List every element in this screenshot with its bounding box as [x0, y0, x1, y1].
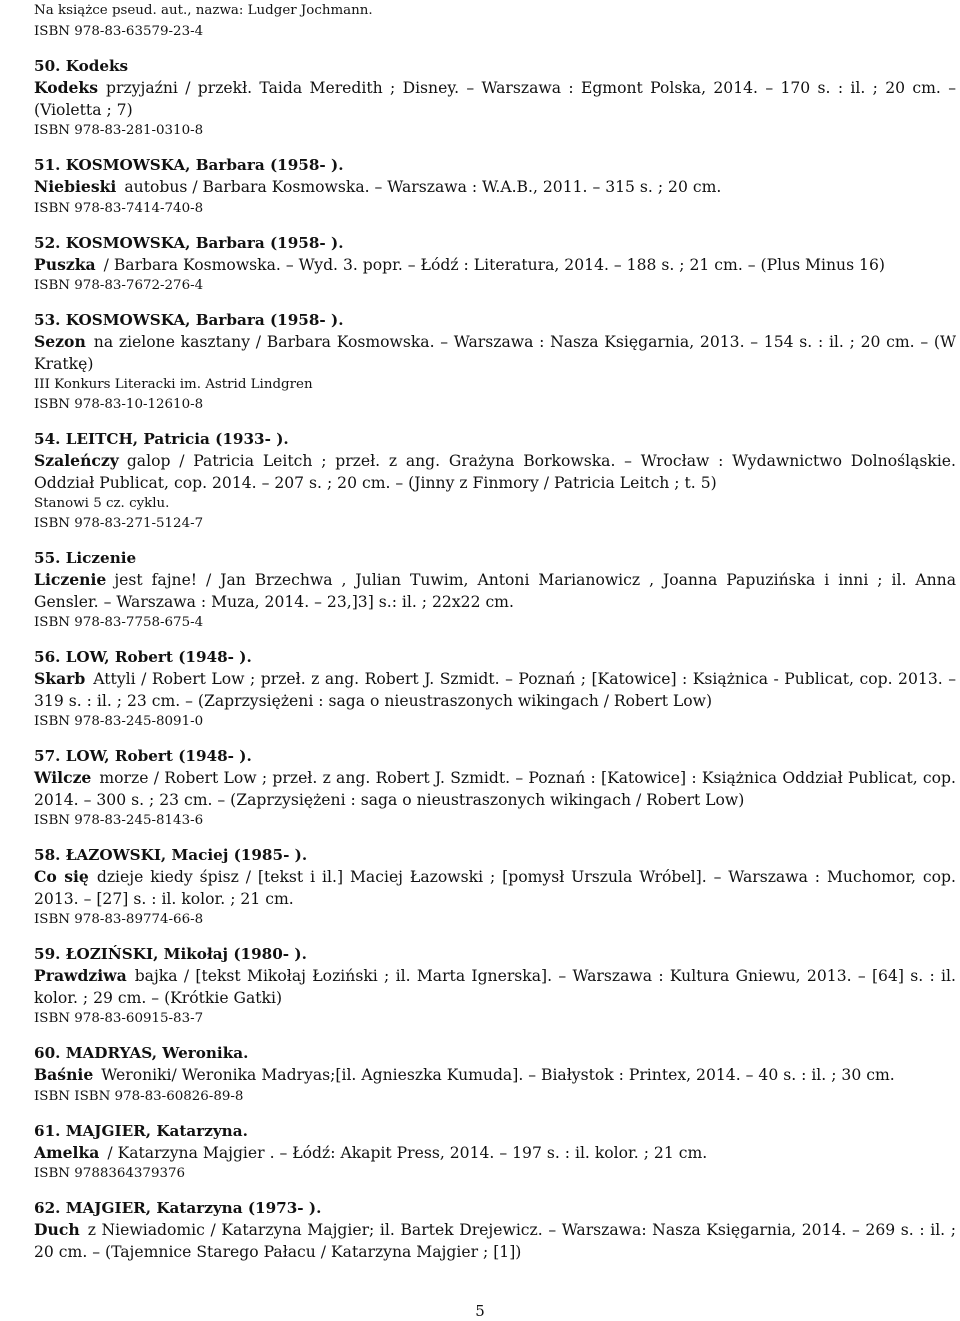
entry-description: [34, 77, 956, 121]
note-line: Stanowi 5 cz. cyklu.: [34, 496, 170, 511]
entry-text: Weroniki/ Weronika Madryas;[il. Agnieszka Kumuda]. – Białystok : Printex, 2014. – 40 s. : il. ; 30 cm.: [101, 1066, 895, 1084]
entry-heading: 55. Liczenie: [34, 549, 137, 567]
isbn-line: ISBN 978-83-281-0310-8: [34, 123, 204, 138]
catalog-entry: [34, 1197, 956, 1263]
entry-description: [34, 1064, 956, 1087]
entry-heading: 59. ŁOZIŃSKI, Mikołaj (1980- ).: [34, 945, 307, 963]
entry-text: na zielone kasztany / Barbara Kosmowska. – Warszawa : Nasza Księgarnia, 2013. – 154 s. : il. ; 20 cm. – (W Kratkę): [34, 333, 956, 373]
entry-heading: 50. Kodeks: [34, 57, 129, 75]
isbn-line: ISBN 978-83-63579-23-4: [34, 24, 204, 39]
entry-title-keyword: Amelka: [34, 1142, 100, 1162]
entry-description: [34, 450, 956, 494]
isbn-line: ISBN 978-83-7414-740-8: [34, 200, 204, 216]
isbn-line: ISBN ISBN 978-83-60826-89-8: [34, 1088, 244, 1104]
entry-title-keyword: Co się: [34, 867, 89, 886]
entry-heading: 62. MAJGIER, Katarzyna (1973- ).: [34, 1199, 322, 1217]
entry-text: autobus / Barbara Kosmowska. – Warszawa : W.A.B., 2011. – 315 s. ; 20 cm.: [124, 178, 722, 196]
entry-text: jest fajne! / Jan Brzechwa , Julian Tuwim, Antoni Marianowicz , Joanna Papuzińska i inni ; il. Anna Gensler. – Warszawa : Muza, 2014. – 23,]3] s.: il. ; 22x22 cm.: [34, 571, 956, 611]
entry-title-keyword: Prawdziwa: [34, 966, 127, 985]
entry-heading: 51. KOSMOWSKA, Barbara (1958- ).: [34, 156, 344, 174]
entry-text: Attyli / Robert Low ; przeł. z ang. Robert J. Szmidt. – Poznań ; [Katowice] : Książnica - Publicat, cop. 2013. – 319 s. : il. ; 23 cm. – (Zaprzysiężeni : saga o nieustraszonych wikingach / Robert Low): [34, 670, 956, 710]
entry-heading: 57. LOW, Robert (1948- ).: [34, 747, 252, 765]
entry-heading: 52. KOSMOWSKA, Barbara (1958- ).: [34, 233, 344, 252]
isbn-line: ISBN 978-83-60915-83-7: [34, 1011, 204, 1026]
entry-text: morze / Robert Low ; przeł. z ang. Robert J. Szmidt. – Poznań : [Katowice] : Książnica Oddział Publicat, cop. 2014. – 300 s. ; 23 cm. – (Zaprzysiężeni : saga o nieustraszonych wikingach / Robert Low): [34, 769, 956, 809]
page-number: 5: [475, 1302, 485, 1320]
isbn-line: ISBN 978-83-245-8143-6: [34, 813, 204, 828]
entry-title-keyword: Puszka: [34, 254, 96, 274]
catalog-page: [34, 0, 956, 1263]
entry-heading: 53. KOSMOWSKA, Barbara (1958- ).: [34, 311, 344, 329]
entry-description: [34, 254, 956, 277]
isbn-line: ISBN 978-83-10-12610-8: [34, 397, 204, 412]
catalog-entry: [34, 232, 956, 297]
entry-description: [34, 965, 956, 1009]
entry-text: / Katarzyna Majgier . – Łódź: Akapit Press, 2014. – 197 s. : il. kolor. ; 21 cm.: [107, 1143, 708, 1162]
catalog-entry: [34, 745, 956, 831]
entry-heading: 54. LEITCH, Patricia (1933- ).: [34, 430, 289, 448]
catalog-entry: [34, 1120, 956, 1185]
entry-title-keyword: Duch: [34, 1220, 80, 1239]
catalog-entry: [34, 547, 956, 633]
entry-title-keyword: Wilcze: [34, 768, 92, 787]
entry-heading: 56. LOW, Robert (1948- ).: [34, 648, 252, 666]
entry-text: galop / Patricia Leitch ; przeł. z ang. Grażyna Borkowska. – Wrocław : Wydawnictwo Dolnośląskie. Oddział Publicat, cop. 2014. – 207 s. ; 20 cm. – (Jinny z Finmory / Patricia Leitch ; t. 5): [34, 452, 956, 492]
entry-title-keyword: Szaleńczy: [34, 451, 119, 470]
isbn-line: ISBN 9788364379376: [34, 1166, 186, 1181]
isbn-line: ISBN 978-83-7758-675-4: [34, 615, 204, 630]
entry-description: [34, 1142, 956, 1165]
note-line: III Konkurs Literacki im. Astrid Lindgren: [34, 377, 313, 392]
entry-title-keyword: Baśnie: [34, 1065, 94, 1084]
entry-title-keyword: Liczenie: [34, 570, 107, 589]
catalog-entry: [34, 844, 956, 930]
entry-description: [34, 866, 956, 910]
entry-title-keyword: Sezon: [34, 332, 86, 351]
entry-text: / Barbara Kosmowska. – Wyd. 3. popr. – Łódź : Literatura, 2014. – 188 s. ; 21 cm. – (Plus Minus 16): [103, 255, 885, 274]
entry-description: [34, 767, 956, 811]
entry-heading: 58. ŁAZOWSKI, Maciej (1985- ).: [34, 846, 308, 864]
entry-heading: 60. MADRYAS, Weronika.: [34, 1044, 249, 1062]
entry-title-keyword: Niebieski: [34, 177, 117, 196]
isbn-line: ISBN 978-83-89774-66-8: [34, 912, 204, 927]
entry-description: [34, 668, 956, 712]
entry-title-keyword: Skarb: [34, 669, 86, 688]
entry-text: dzieje kiedy śpisz / [tekst i il.] Maciej Łazowski ; [pomysł Urszula Wróbel]. – Warszawa : Muchomor, cop. 2013. – [27] s. : il. kolor. ; 21 cm.: [34, 868, 956, 908]
catalog-entry: [34, 154, 956, 219]
catalog-entry: [34, 1042, 956, 1107]
entry-description: [34, 176, 956, 199]
entries-list: [34, 55, 956, 1263]
catalog-entry: [34, 428, 956, 534]
isbn-line: ISBN 978-83-271-5124-7: [34, 516, 204, 531]
entry-description: [34, 331, 956, 375]
catalog-entry: [34, 943, 956, 1029]
entry-text: bajka / [tekst Mikołaj Łoziński ; il. Marta Ignerska]. – Warszawa : Kultura Gniewu, 2013. – [64] s. : il. kolor. ; 29 cm. – (Krótkie Gatki): [34, 967, 956, 1007]
catalog-entry: [34, 646, 956, 732]
note-line: Na książce pseud. aut., nazwa: Ludger Jochmann.: [34, 3, 373, 18]
entry-text: przyjaźni / przekł. Taida Meredith ; Disney. – Warszawa : Egmont Polska, 2014. – 170 s. : il. ; 20 cm. – (Violetta ; 7): [34, 79, 956, 119]
entry-description: [34, 569, 956, 613]
isbn-line: ISBN 978-83-245-8091-0: [34, 714, 204, 729]
catalog-entry: [34, 55, 956, 141]
entry-description: [34, 1219, 956, 1263]
catalog-entry: [34, 309, 956, 415]
continuation-notes: [34, 0, 956, 42]
entry-text: z Niewiadomic / Katarzyna Majgier; il. Bartek Drejewicz. – Warszawa: Nasza Księgarnia, 2014. – 269 s. : il. ; 20 cm. – (Tajemnice Starego Pałacu / Katarzyna Majgier ; [1]): [34, 1221, 956, 1261]
isbn-line: ISBN 978-83-7672-276-4: [34, 278, 204, 293]
entry-title-keyword: Kodeks: [34, 78, 99, 97]
entry-heading: 61. MAJGIER, Katarzyna.: [34, 1121, 248, 1140]
